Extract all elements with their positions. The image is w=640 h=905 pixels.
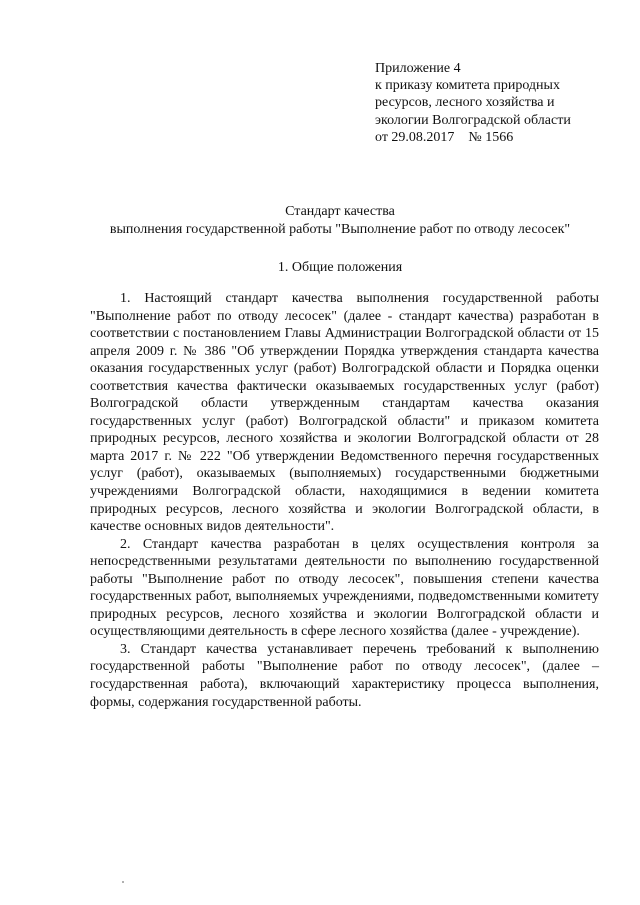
appendix-line: экологии Волгоградской области: [375, 112, 571, 128]
document-title: [60, 203, 620, 238]
title-line-2: выполнения государственной работы "Выполнение работ по отводу лесосек": [109, 221, 571, 237]
document-body: [90, 290, 599, 711]
section-heading: 1. Общие положения: [277, 260, 403, 275]
paragraph-1: 1. Настоящий стандарт качества выполнения государственной работы "Выполнение работ по отводу лесосек" (далее - стандарт качества) разработан в соответствии с постановлением Главы Администрации Волгоградской области от 15 апреля 2009 г. № 386 "Об утверждении Порядка утверждения стандарта качества оказания государственных услуг (работ) Волгоградской области и Порядка оценки соответствия качества фактически оказываемых государственных услуг (работ) Волгоградской области утвержденным стандартам качества оказания государственных услуг (работ) Волгоградской области" и приказом комитета природных ресурсов, лесного хозяйства и экологии Волгоградской области от 28 марта 2017 г. № 222 "Об утверждении Ведомственного перечня государственных услуг (работ), оказываемых (выполняемых) государственными бюджетными учреждениями Волгоградской области, находящимися в ведении комитета природных ресурсов, лесного хозяйства и экологии Волгоградской области, в качестве основных видов деятельности".: [90, 291, 599, 535]
paragraph-2: 2. Стандарт качества разработан в целях осуществления контроля за непосредственными результатами деятельности по выполнению государственной работы "Выполнение работ по отводу лесосек", повышения степени качества государственных работ, выполняемых учреждениями, подведомственными комитету природных ресурсов, лесного хозяйства и экологии Волгоградской области и осуществляющими деятельность в сфере лесного хозяйства (далее - учреждение).: [90, 536, 599, 640]
scan-speck: [122, 881, 124, 883]
title-line-1: Стандарт качества: [285, 204, 395, 219]
appendix-line: к приказу комитета природных: [375, 78, 560, 94]
appendix-order-date-number: от 29.08.2017 № 1566: [375, 129, 514, 145]
appendix-reference: [375, 60, 615, 146]
paragraph-3: 3. Стандарт качества устанавливает перечень требований к выполнению государственной работы "Выполнение работ по отводу лесосек", (далее – государственная работа), включающий характеристику процесса выполнения, формы, содержания государственной работы.: [90, 641, 599, 710]
appendix-line: Приложение 4: [375, 61, 461, 76]
appendix-line: ресурсов, лесного хозяйства и: [375, 95, 555, 111]
